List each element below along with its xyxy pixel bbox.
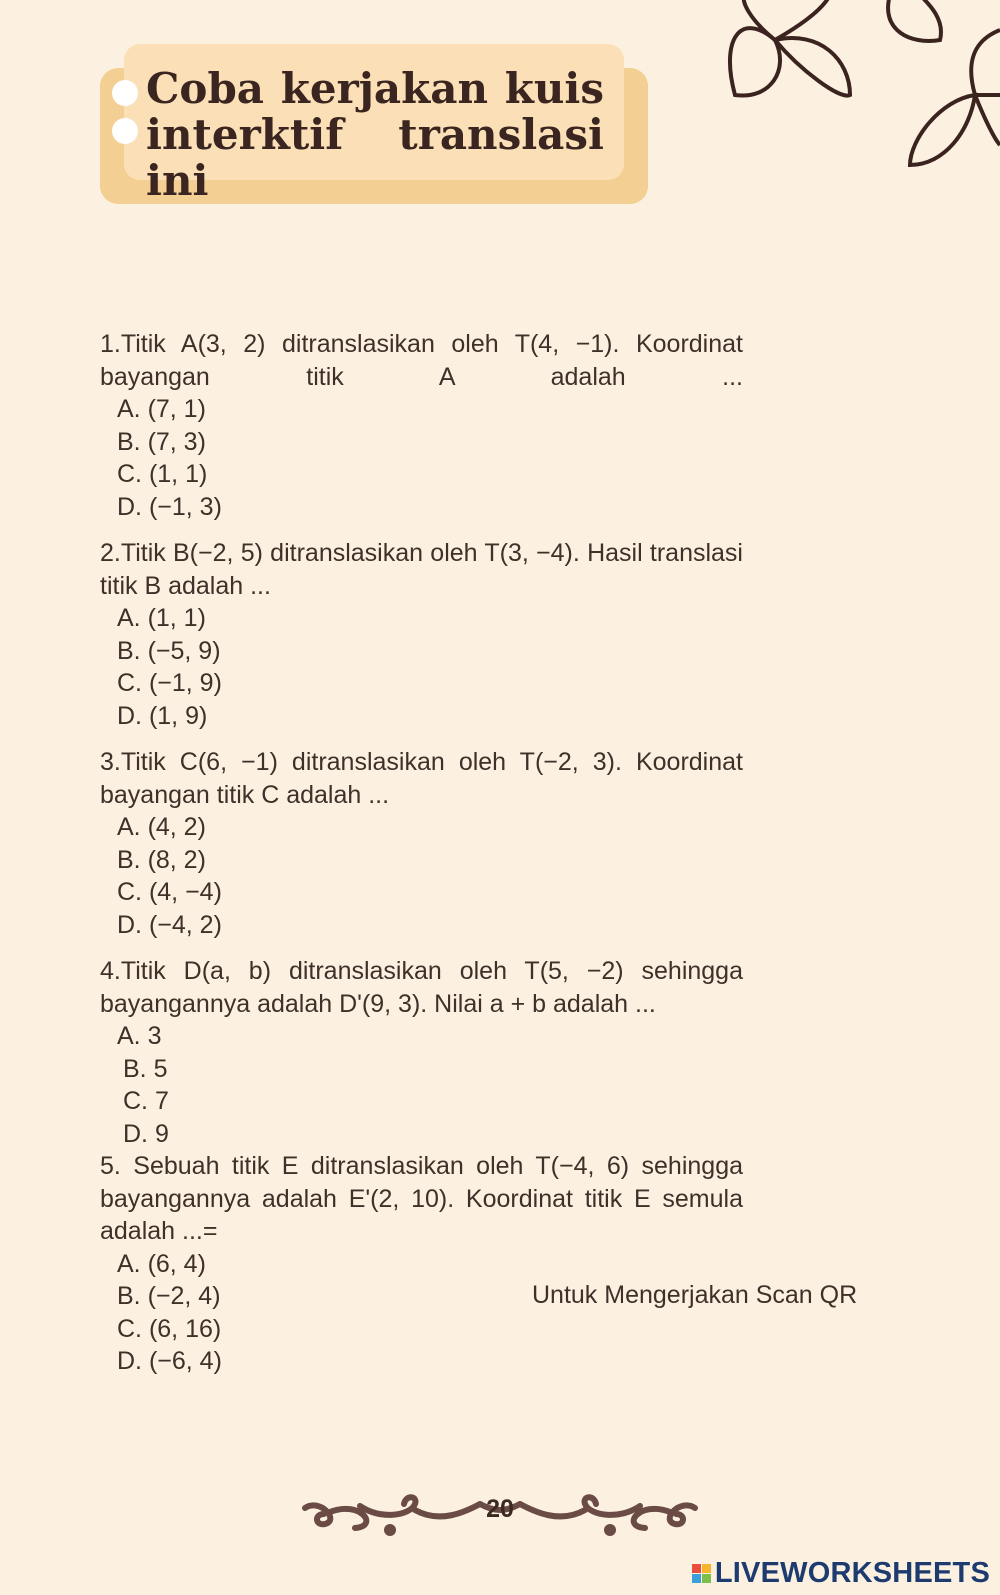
- option-list: [100, 602, 743, 732]
- option-d[interactable]: D. (1, 9): [117, 701, 208, 730]
- option-list: [100, 1020, 743, 1150]
- question-text: [100, 746, 743, 811]
- option-a[interactable]: A. (4, 2): [117, 813, 206, 841]
- option-b[interactable]: B. (8, 2): [117, 845, 206, 874]
- question-number: 4.: [100, 957, 121, 985]
- option-c[interactable]: C. (4, −4): [117, 878, 222, 906]
- option-b[interactable]: B. 5: [123, 1054, 168, 1083]
- option-c[interactable]: C. 7: [123, 1087, 169, 1115]
- option-a[interactable]: A. (7, 1): [117, 395, 206, 423]
- option-d[interactable]: D. (−4, 2): [117, 910, 222, 939]
- question-4: [100, 955, 743, 1150]
- quiz-list: [100, 328, 743, 1392]
- liveworksheets-logo-icon: [692, 1564, 711, 1583]
- scan-qr-instruction: Untuk Mengerjakan Scan QR: [532, 1281, 858, 1309]
- option-a[interactable]: A. (6, 4): [117, 1249, 206, 1278]
- question-text: [100, 537, 743, 602]
- question-text: [100, 328, 743, 393]
- brand-footer[interactable]: [692, 1556, 990, 1590]
- page-title: [146, 66, 604, 204]
- question-body: Titik A(3, 2) ditranslasikan oleh T(4, −1). Koordinat bayangan titik A adalah ...: [100, 330, 743, 391]
- option-c[interactable]: C. (6, 16): [117, 1314, 222, 1343]
- option-b[interactable]: B. (7, 3): [117, 427, 206, 456]
- option-c[interactable]: C. (1, 1): [117, 460, 208, 488]
- question-body: Titik B(−2, 5) ditranslasikan oleh T(3, −4). Hasil translasi titik B adalah ...: [100, 539, 743, 600]
- option-d[interactable]: D. (−6, 4): [117, 1347, 222, 1375]
- question-text: [100, 955, 743, 1020]
- question-number: 1.: [100, 330, 121, 358]
- option-d[interactable]: D. (−1, 3): [117, 492, 222, 521]
- question-text: [100, 1150, 743, 1248]
- option-list: [100, 811, 743, 941]
- option-b[interactable]: B. (−2, 4): [117, 1282, 221, 1310]
- bullet-dot-icon: [112, 80, 138, 106]
- option-a[interactable]: A. (1, 1): [117, 604, 206, 632]
- question-number: 2.: [100, 539, 121, 567]
- question-body: Titik C(6, −1) ditranslasikan oleh T(−2, 3). Koordinat bayangan titik C adalah ...: [100, 748, 743, 809]
- option-a[interactable]: A. 3: [117, 1022, 162, 1050]
- brand-name: LIVEWORKSHEETS: [714, 1556, 990, 1589]
- question-body: Titik D(a, b) ditranslasikan oleh T(5, −2) sehingga bayangannya adalah D'(9, 3). Nilai a + b adalah ...: [100, 957, 743, 1018]
- question-3: [100, 746, 743, 941]
- question-body: Sebuah titik E ditranslasikan oleh T(−4, 6) sehingga bayangannya adalah E'(2, 10). Koordinat titik E semula adalah ...=: [100, 1152, 744, 1245]
- title-line-2: interktif translasi ini: [146, 110, 604, 205]
- question-number: 3.: [100, 748, 121, 776]
- option-list: [100, 1248, 743, 1378]
- page-number: 20: [486, 1495, 514, 1523]
- question-number: 5.: [100, 1152, 134, 1180]
- question-1: [100, 328, 743, 523]
- title-line-1: Coba kerjakan kuis: [146, 64, 604, 113]
- option-c[interactable]: C. (−1, 9): [117, 669, 222, 697]
- option-b[interactable]: B. (−5, 9): [117, 636, 221, 665]
- question-2: [100, 537, 743, 732]
- flower-ornament-icon: [710, 0, 1000, 180]
- question-5: [100, 1150, 743, 1378]
- option-d[interactable]: D. 9: [123, 1119, 169, 1148]
- bullet-dot-icon: [112, 118, 138, 144]
- option-list: [100, 393, 743, 523]
